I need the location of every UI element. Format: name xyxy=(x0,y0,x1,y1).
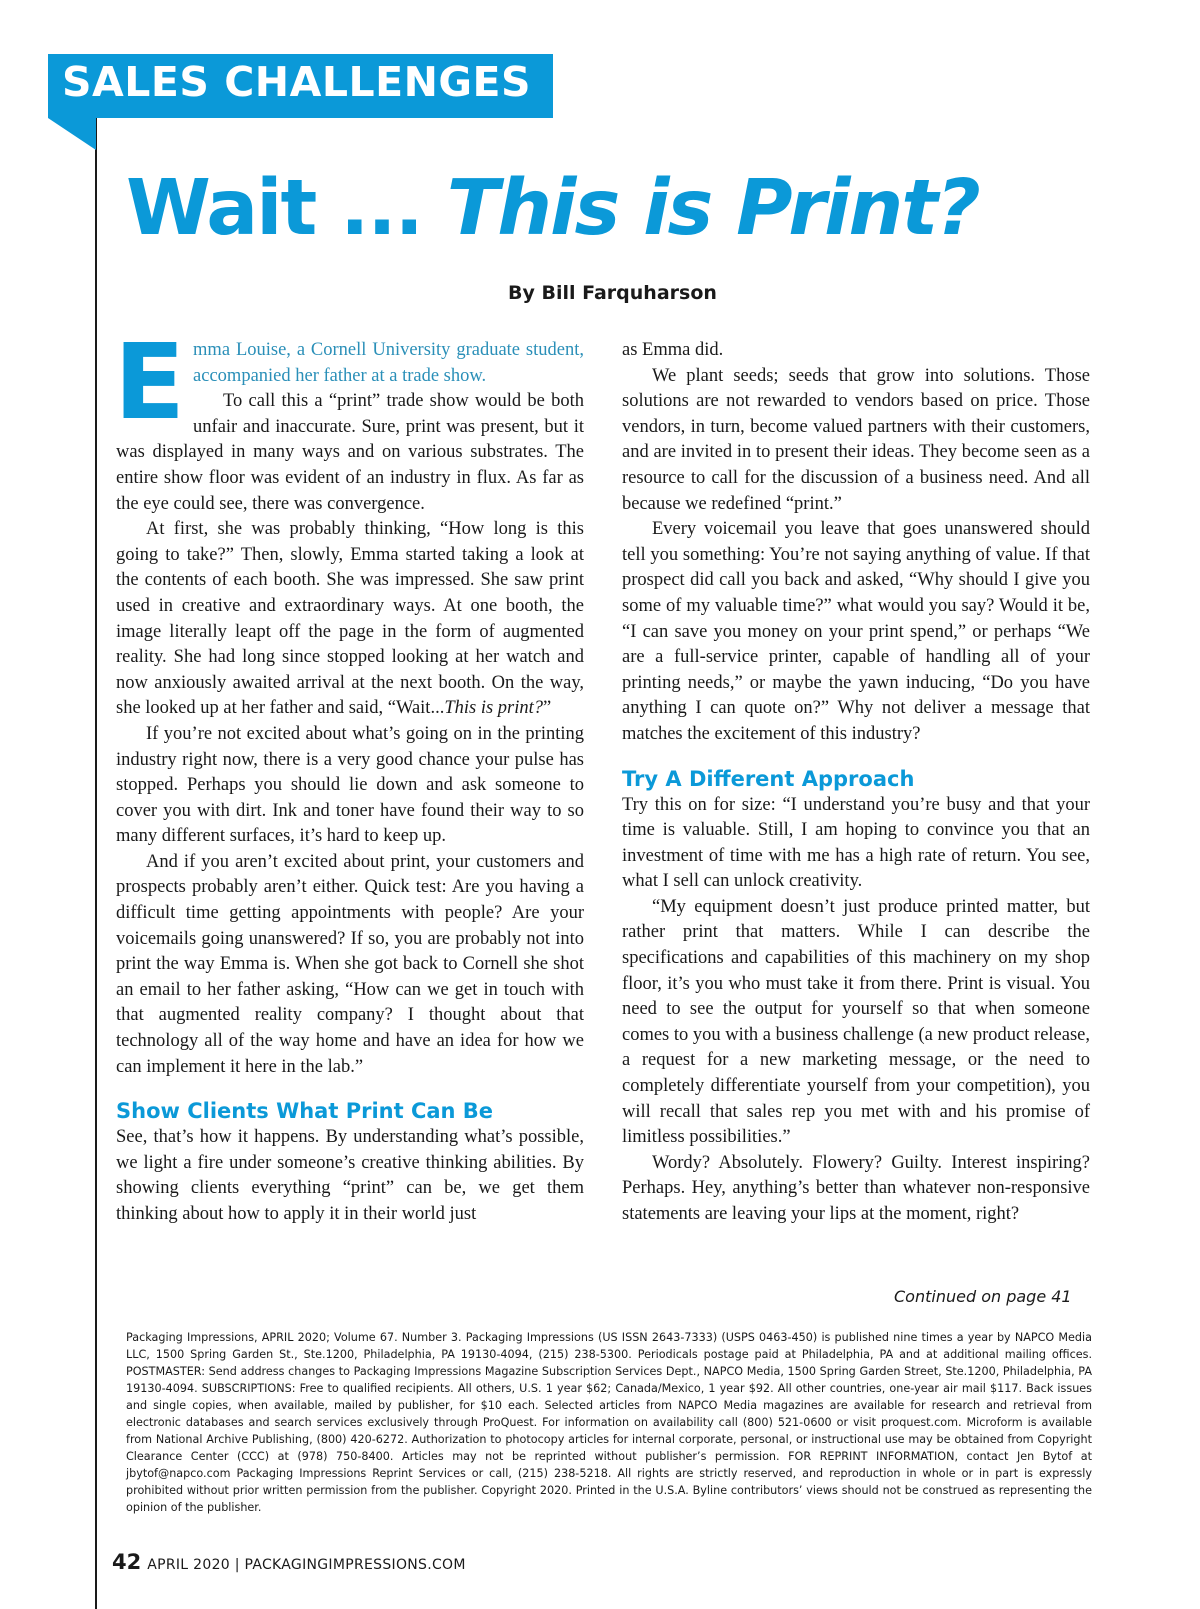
subheading: Show Clients What Print Can Be xyxy=(116,1099,494,1124)
right-column xyxy=(622,338,1090,1228)
body-paragraph: To call this a “print” trade show would be both unfair and inaccurate. Sure, print was present, but it was displayed in many ways and on various substrates. The entire show floor was evident of an industry in flux. As far as the eye could see, there was convergence. xyxy=(116,391,584,514)
body-paragraph: See, that’s how it happens. By understanding what’s possible, we light a fire under someone’s creative thinking abilities. By showing clients everything “print” can be, we get them thinking about how to apply it in their world just xyxy=(116,1127,584,1224)
banner-tab xyxy=(48,118,96,150)
page-number: 42 xyxy=(112,1550,142,1574)
body-paragraph: We plant seeds; seeds that grow into solutions. Those solutions are not rewarded to vendors based on price. Those vendors, in turn, become valued partners with their customers, and are invited in to present their ideas. They become seen as a resource to call for the discussion of a business need. And all because we redefined “print.” xyxy=(622,365,1090,514)
footer-info: APRIL 2020 | PACKAGINGIMPRESSIONS.COM xyxy=(147,1557,466,1573)
body-paragraph: If you’re not excited about what’s going on in the printing industry right now, there is a very good chance your pulse has stopped. Perhaps you should lie down and ask someone to cover you with dirt. Ink and toner have found their way to so many different surfaces, it’s hard to keep up. xyxy=(116,723,584,847)
title-part-2: This is Print? xyxy=(446,164,979,253)
drop-cap: E xyxy=(114,321,186,443)
body-paragraph: And if you aren’t excited about print, your customers and prospects probably aren’t either. Quick test: Are you having a difficult time getting appointments with people? Are your voicemails going unanswered? If so, you are probably not into print the way Emma is. When she got back to Cornell she shot an email to her father asking, “How can we get in touch with that augmented reality company? I thought about that technology all of the way home and have an idea for how we can implement it here in the lab.” xyxy=(116,851,584,1077)
lead-paragraph xyxy=(114,321,584,443)
section-label: SALES CHALLENGES xyxy=(62,58,532,106)
body-paragraph: “My equipment doesn’t just produce printed matter, but rather print that matters. While I can describe the specifications and capabilities of this machinery on my shop floor, it’s you who must take it from there. Print is visual. You need to see the output for yourself so that when someone comes to you with a business challenge (a new product release, a request for a new marketing message, or the need to completely differentiate yourself from your competition), you will recall that sales rep you met with and his promise of limitless possibilities.” xyxy=(622,896,1091,1148)
continued-note: Continued on page 41 xyxy=(894,1287,1072,1306)
body-paragraph: At first, she was probably thinking, “How long is this going to take?” Then, slowly, Emma started taking a look at the contents of each booth. She was impressed. She saw print used in creative and extraordinary ways. At one booth, the image literally leapt off the page in the form of augmented reality. She had long since stopped looking at her watch and now anxiously awaited arrival at the next booth. On the way, she looked up at her father and said, “Wait...This is print?” xyxy=(116,519,584,719)
body-paragraph: Wordy? Absolutely. Flowery? Guilty. Interest inspiring? Perhaps. Hey, anything’s better than whatever non-responsive statements are leaving your lips at the moment, right? xyxy=(622,1152,1090,1224)
page-footer xyxy=(112,1550,466,1574)
quote-suffix: ” xyxy=(543,698,552,719)
vertical-rule xyxy=(95,118,97,1609)
article-title xyxy=(126,164,979,253)
quote-italic: This is print? xyxy=(444,698,544,719)
left-column xyxy=(114,321,584,1228)
publication-fine-print: Packaging Impressions, APRIL 2020; Volume 67. Number 3. Packaging Impressions (US ISSN 2643-7333) (USPS 0463-450) is published nine times a year by NAPCO Media LLC, 1500 Spring Garden St., Ste.1200, Philadelphia, PA 19130-4094, (215) 238-5300. Periodicals postage paid at Philadelphia, PA and at additional mailing offices. POSTMASTER: Send address changes to Packaging Impressions Magazine Subscription Services Dept., NAPCO Media, 1500 Spring Garden Street, Ste.1200, Philadelphia, PA 19130-4094. SUBSCRIPTIONS: Free to qualified recipients. All others, U.S. 1 year $62; Canada/Mexico, 1 year $92. All other countries, one-year air mail $117. Back issues and single copies, when available, mailed by publisher, for $10 each. Selected articles from NAPCO Media magazines are available for research and retrieval from electronic databases and search services exclusively through ProQuest. For information on availability call (800) 521-0600 or visit proquest.com. Microform is available from National Archive Publishing, (800) 420-6272. Authorization to photocopy articles for internal corporate, personal, or instructional use may be obtained from Copyright Clearance Center (CCC) at (978) 750-8400. Articles may not be reprinted without publisher’s permission. FOR REPRINT INFORMATION, contact Jen Bytof at jbytof@napco.com Packaging Impressions Reprint Services or call, (215) 238-5218. All rights are strictly reserved, and reproduction in whole or in part is expressly prohibited without prior written permission from the publisher. Copyright 2020. Printed in the U.S.A. Byline contributors’ views should not be construed as representing the opinion of the publisher. xyxy=(126,1331,1092,1514)
body-paragraph: Try this on for size: “I understand you’re busy and that your time is valuable. Still, I am hoping to convince you that an investment of time with me has a high rate of return. You see, what I sell can unlock creativity. xyxy=(622,794,1090,892)
byline: By Bill Farquharson xyxy=(508,282,717,304)
body-paragraph: Every voicemail you leave that goes unanswered should tell you something: You’re not saying anything of value. If that prospect did call you back and asked, “Why should I give you some of my valuable time?” what would you say? Would it be, “I can save you money on your print spend,” or perhaps “We are a full-service printer, capable of handling all of your printing needs,” or maybe the yawn inducing, “Do you have anything I can quote on?” Why not deliver a message that matches the excitement of this industry? xyxy=(622,519,1090,744)
title-part-1: Wait ... xyxy=(126,164,447,253)
quote-prefix: “Wait... xyxy=(387,698,445,719)
subheading: Try A Different Approach xyxy=(622,766,915,791)
section-banner xyxy=(48,54,553,118)
continuation-text: as Emma did. xyxy=(622,340,724,360)
lead-text: mma Louise, a Cornell University graduate student, accompanied her father at a trade show. xyxy=(193,340,584,386)
